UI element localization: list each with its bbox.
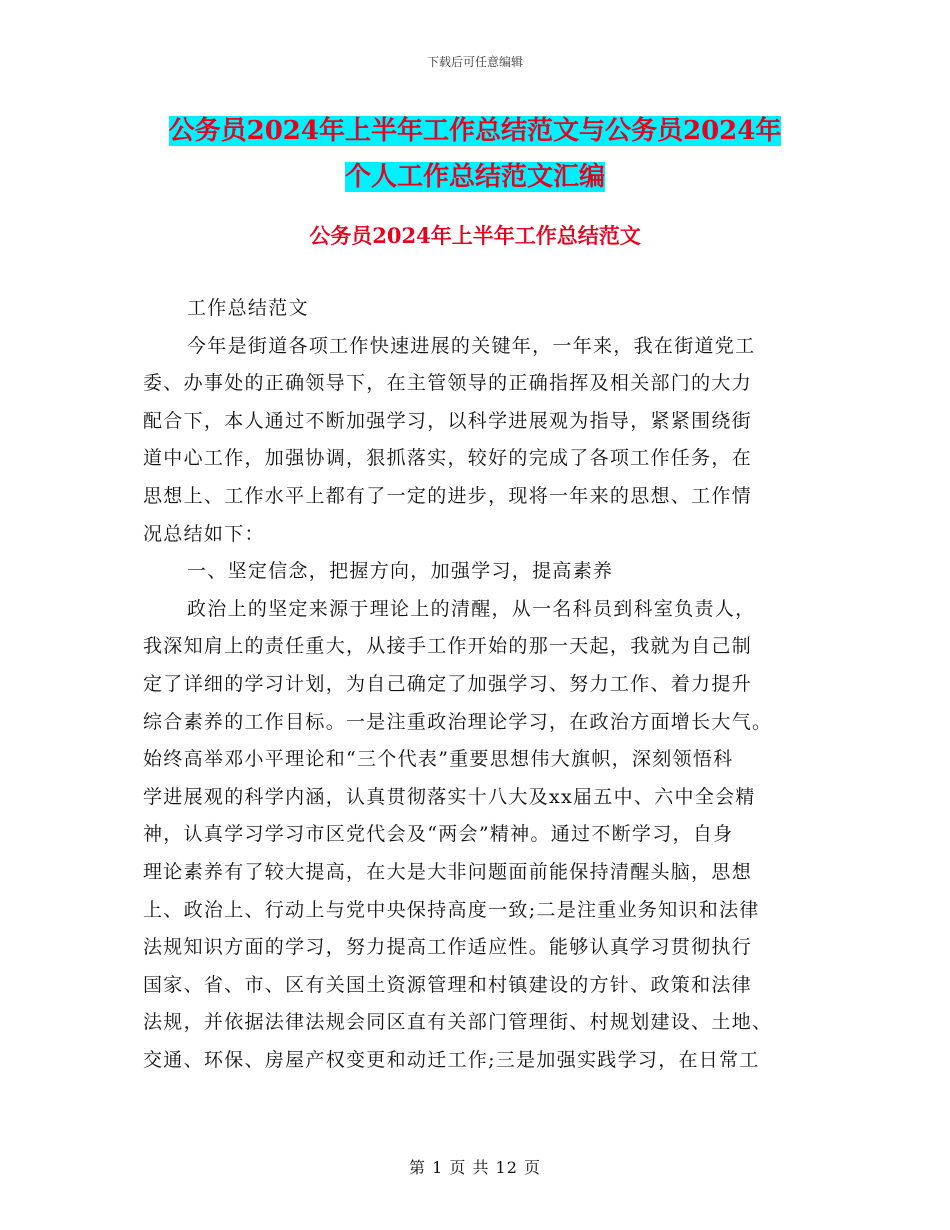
body-line: 法规，并依据法律法规会同区直有关部门管理街、村规划建设、土地、 — [143, 1011, 773, 1034]
body-line: 理论素养有了较大提高，在大是大非问题面前能保持清醒头脑，思想 — [143, 860, 753, 883]
body-line: 定了详细的学习计划，为自己确定了加强学习、努力工作、着力提升 — [143, 672, 753, 695]
body-line: 政治上的坚定来源于理论上的清醒，从一名科员到科室负责人， — [187, 597, 756, 620]
document-title — [140, 108, 810, 200]
body-line: 始终高举邓小平理论和“三个代表”重要思想伟大旗帜，深刻领悟科 — [143, 748, 734, 771]
header-note: 下载后可任意编辑 — [426, 55, 523, 69]
title-line-2: 个人工作总结范文汇编 — [344, 162, 605, 192]
body-line: 交通、环保、房屋产权变更和动迁工作;三是加强实践学习，在日常工 — [143, 1048, 760, 1071]
body-line: 道中心工作，加强协调，狠抓落实，较好的完成了各项工作任务，在 — [143, 447, 753, 470]
body-line: 配合下，本人通过不断加强学习，以科学进展观为指导，紧紧围绕街 — [143, 409, 753, 432]
body-line: 思想上、工作水平上都有了一定的进步，现将一年来的思想、工作情 — [143, 484, 753, 507]
section-title: 公务员2024年上半年工作总结范文 — [309, 223, 641, 248]
body-line: 况总结如下： — [143, 522, 265, 545]
page-number-footer: 第 1 页 共 12 页 — [409, 1158, 541, 1177]
body-line: 上、政治上、行动上与党中央保持高度一致;二是注重业务知识和法律 — [143, 898, 760, 921]
subsection-heading: 一、坚定信念，把握方向，加强学习，提高素养 — [187, 560, 614, 583]
body-line: 法规知识方面的学习，努力提高工作适应性。能够认真学习贯彻执行 — [143, 936, 753, 959]
body-line: 学进展观的科学内涵，认真贯彻落实十八大及xx届五中、六中全会精 — [143, 785, 756, 808]
body-line: 国家、省、市、区有关国土资源管理和村镇建设的方针、政策和法律 — [143, 973, 753, 996]
body-line: 我深知肩上的责任重大，从接手工作开始的那一天起，我就为自己制 — [143, 635, 753, 658]
document-body — [143, 290, 813, 1079]
body-line: 今年是街道各项工作快速进展的关键年，一年来，我在街道党工 — [187, 334, 756, 357]
body-line: 神，认真学习学习市区党代会及“两会”精神。通过不断学习，自身 — [143, 823, 734, 846]
body-line: 综合素养的工作目标。一是注重政治理论学习，在政治方面增长大气。 — [143, 710, 773, 733]
title-line-1: 公务员2024年上半年工作总结范文与公务员2024年 — [168, 116, 782, 146]
paragraph-heading: 工作总结范文 — [187, 297, 309, 319]
body-line: 委、办事处的正确领导下，在主管领导的正确指挥及相关部门的大力 — [143, 372, 753, 395]
